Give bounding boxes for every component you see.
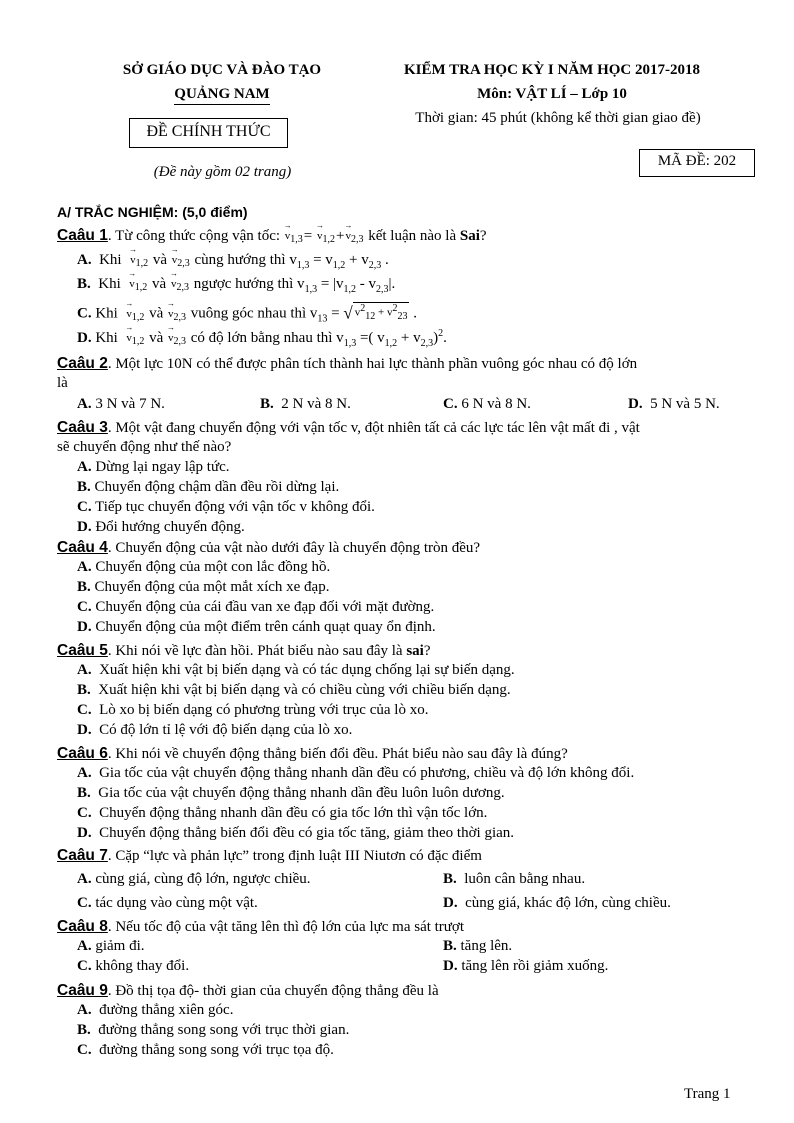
q7-option-b [443, 871, 585, 888]
option-letter: A. [77, 938, 92, 954]
question-2-cont: là [57, 375, 68, 391]
question-text: . Cặp “lực và phản lực” trong định luật III Niutơn có đặc điểm [107, 848, 482, 864]
option-letter: A. [77, 871, 92, 887]
q6-option-c [77, 805, 487, 822]
time-line: Thời gian: 45 phút (không kể thời gian giao đề) [415, 110, 701, 126]
option-letter: A. [77, 459, 92, 475]
option-letter: D. [77, 722, 92, 738]
q3-option-c [77, 499, 375, 516]
q1-option-c: C. Khi → $v_{1,2}$ và → $v_{2,3}$ vuông góc nhau thì $v_{13}$ = √ $v^2_{12} + v^2_{23}$ . [77, 302, 417, 325]
q9-option-c [77, 1042, 334, 1059]
option-letter: C. [77, 1042, 92, 1058]
q1-stem-end: ? [479, 228, 487, 244]
option-text: tăng lên rồi giảm xuống. [461, 958, 609, 974]
question-5: Caâu 5. Khi nói về lực đàn hồi. Phát biểu nào sau đây là sai? [57, 642, 431, 659]
option-letter: D. [77, 619, 92, 635]
page-number: Trang 1 [684, 1086, 731, 1102]
question-text: . Khi nói về lực đàn hồi. Phát biểu nào sau đây là [107, 643, 407, 659]
option-letter: C. [77, 305, 92, 322]
option-text: 6 N và 8 N. [461, 396, 531, 412]
option-letter: C. [77, 895, 92, 911]
option-letter: B. [443, 938, 457, 954]
q1-c-text: vuông góc nhau thì v [190, 305, 318, 322]
question-label: Caâu 6 [57, 745, 108, 762]
question-label: Caâu 5 [57, 642, 108, 659]
q2-option-b [260, 396, 351, 413]
option-text: tăng lên. [460, 938, 513, 954]
option-letter: D. [77, 330, 92, 346]
option-text: Xuất hiện khi vật bị biến dạng và có tác dụng chống lại sự biến dạng. [99, 662, 515, 678]
option-letter: A. [77, 662, 92, 678]
question-label: Caâu 4 [57, 539, 108, 556]
q1-stem-b: kết luận nào là [368, 228, 457, 244]
option-letter: A. [77, 559, 92, 575]
option-text: luôn cân bằng nhau. [464, 871, 586, 887]
question-text: . Nếu tốc độ của vật tăng lên thì độ lớn của lực ma sát trượt [107, 919, 465, 935]
option-text: Lò xo bị biến dạng có phương trùng với trục của lò xo. [99, 702, 429, 718]
option-text: Xuất hiện khi vật bị biến dạng và có chiều cùng với chiều biến dạng. [98, 682, 511, 698]
option-text: giảm đi. [95, 938, 145, 954]
question-label: Caâu 1 [57, 227, 108, 244]
option-letter: C. [77, 958, 92, 974]
official-label: ĐỀ CHÍNH THỨC [146, 123, 271, 140]
q5-bold: sai [406, 643, 424, 659]
q3-option-a [77, 459, 230, 476]
option-text: cùng giá, khác độ lớn, cùng chiều. [465, 895, 671, 911]
q5-option-d [77, 722, 352, 739]
option-letter: A. [77, 1002, 92, 1018]
question-4 [57, 539, 480, 557]
option-text: cùng giá, cùng độ lớn, ngược chiều. [95, 871, 311, 887]
question-1: Caâu 1. Từ công thức cộng vận tốc: → $v_{1,3}= \to v_{1,2}+\to v_{2,3}$ kết luận nào là Sai? [57, 227, 487, 245]
option-letter: C. [77, 499, 92, 515]
q5-option-b [77, 682, 511, 699]
province-name [92, 86, 352, 103]
q1-option-d: D. Khi → $v_{1,2}$ và → $v_{2,3}$ có độ lớn bằng nhau thì $v_{1,3}$ =( $v_{1,2} + v_{2,3})^2$. [77, 328, 447, 349]
question-8 [57, 918, 464, 936]
option-letter: C. [77, 702, 92, 718]
question-text: . Chuyển động của vật nào dưới đây là chuyển động tròn đều? [107, 540, 481, 556]
q7-option-d [443, 895, 671, 912]
pages-note: (Đề này gồm 02 trang) [153, 164, 292, 180]
q2-option-a [77, 396, 165, 413]
option-text: tác dụng vào cùng một vật. [95, 895, 258, 911]
option-letter: B. [443, 871, 457, 887]
q8-option-a [77, 938, 145, 955]
question-3-cont: sẽ chuyển động như thế nào? [57, 439, 232, 455]
question-3 [57, 419, 640, 437]
option-text: Đổi hướng chuyển động. [95, 519, 245, 535]
option-text: không thay đổi. [95, 958, 190, 974]
option-letter: B. [77, 276, 91, 292]
section-title: A/ TRẮC NGHIỆM: (5,0 điểm) [57, 204, 248, 220]
q4-option-a [77, 559, 330, 576]
option-letter: D. [443, 895, 458, 911]
option-text: 3 N và 7 N. [95, 396, 165, 412]
option-letter: C. [443, 396, 458, 412]
option-text: Gia tốc của vật chuyển động thẳng nhanh dần đều luôn luôn dương. [98, 785, 505, 801]
province-text: QUẢNG NAM [174, 86, 269, 105]
q1-option-b: B. Khi → $v_{1,2}$ và → $v_{2,3}$ ngược hướng thì $v_{1,3} = |v_{1,2} - v_{2,3}|$. [77, 276, 395, 295]
q1-a-text: cùng hướng thì v [194, 252, 297, 268]
option-letter: A. [77, 765, 92, 781]
option-text: Chuyển động của một mắt xích xe đạp. [94, 579, 330, 595]
q2-option-c [443, 396, 531, 413]
question-9 [57, 982, 439, 1000]
question-6 [57, 745, 568, 763]
option-text: Có độ lớn tỉ lệ với độ biến dạng của lò xo. [99, 722, 353, 738]
q3-option-b [77, 479, 339, 496]
q4-option-b [77, 579, 329, 596]
option-letter: C. [77, 805, 92, 821]
option-text: 2 N và 8 N. [281, 396, 351, 412]
option-letter: D. [443, 958, 458, 974]
option-text: Gia tốc của vật chuyển động thẳng nhanh dần đều có phương, chiều và độ lớn không đổi. [99, 765, 635, 781]
q1-stem: . Từ công thức cộng vận tốc: [107, 228, 281, 244]
option-text: Chuyển động thẳng biến đổi đều có gia tốc tăng, giảm theo thời gian. [99, 825, 515, 841]
q6-option-d [77, 825, 514, 842]
q4-option-d [77, 619, 436, 636]
option-letter: B. [77, 579, 91, 595]
question-2 [57, 355, 637, 373]
option-letter: D. [77, 825, 92, 841]
question-text: . Đồ thị tọa độ- thời gian của chuyển động thẳng đều là [107, 983, 439, 999]
question-label: Caâu 3 [57, 419, 108, 436]
option-letter: A. [77, 396, 92, 412]
q2-option-d [628, 396, 720, 413]
option-text: 5 N và 5 N. [650, 396, 720, 412]
q5-option-c [77, 702, 428, 719]
question-text: . Khi nói về chuyển động thẳng biến đổi đều. Phát biểu nào sau đây là đúng? [107, 746, 568, 762]
option-letter: B. [77, 1022, 91, 1038]
q8-option-c [77, 958, 189, 975]
question-text: . Một lực 10N có thể được phân tích thành hai lực thành phần vuông góc nhau có độ lớn [107, 356, 638, 372]
option-text: Chuyển động của một con lắc đồng hồ. [95, 559, 331, 575]
option-text: Dừng lại ngay lập tức. [95, 459, 230, 475]
option-text: đường thẳng xiên góc. [99, 1002, 234, 1018]
q1-d-text: có độ lớn bằng nhau thì v [190, 330, 344, 346]
q4-option-c [77, 599, 434, 616]
q5-option-a [77, 662, 515, 679]
exam-code: MÃ ĐỀ: 202 [657, 153, 737, 169]
option-letter: B. [77, 785, 91, 801]
q8-option-d [443, 958, 608, 975]
question-label: Caâu 8 [57, 918, 108, 935]
q1-b-text: ngược hướng thì v [193, 276, 305, 292]
question-label: Caâu 2 [57, 355, 108, 372]
question-text: . Một vật đang chuyển động với vận tốc v, đột nhiên tất cả các lực tác lên vật mất đi , vật [107, 420, 640, 436]
subject-line: Môn: VẬT LÍ – Lớp 10 [477, 86, 627, 102]
q7-option-c [77, 895, 258, 912]
question-label: Caâu 9 [57, 982, 108, 999]
q6-option-b [77, 785, 505, 802]
department-name: SỞ GIÁO DỤC VÀ ĐÀO TẠO [122, 62, 322, 78]
option-text: Chuyển động của cái đầu van xe đạp đối với mặt đường. [95, 599, 435, 615]
option-text: Tiếp tục chuyển động với vận tốc v không đổi. [95, 499, 375, 515]
option-letter: B. [260, 396, 274, 412]
option-letter: A. [77, 252, 92, 268]
option-text: đường thẳng song song với trục thời gian. [98, 1022, 350, 1038]
q9-option-b [77, 1022, 349, 1039]
option-letter: B. [77, 479, 91, 495]
question-label: Caâu 7 [57, 847, 108, 864]
option-text: Chuyển động chậm dần đều rồi dừng lại. [94, 479, 340, 495]
q6-option-a [77, 765, 634, 782]
option-letter: D. [628, 396, 643, 412]
option-letter: B. [77, 682, 91, 698]
q9-option-a [77, 1002, 233, 1019]
option-letter: C. [77, 599, 92, 615]
question-7 [57, 847, 482, 865]
q1-option-a: A. Khi → $v_{1,2}$ và → $v_{2,3}$ cùng hướng thì $v_{1,3} = v_{1,2} + v_{2,3}$ . [77, 252, 389, 271]
q3-option-d [77, 519, 245, 536]
q7-option-a [77, 871, 311, 888]
option-text: đường thẳng song song với trục tọa độ. [99, 1042, 334, 1058]
q8-option-b [443, 938, 512, 955]
q1-stem-bold: Sai [459, 228, 480, 244]
exam-title: KIỂM TRA HỌC KỲ I NĂM HỌC 2017-2018 [404, 62, 700, 78]
option-letter: D. [77, 519, 92, 535]
option-text: Chuyển động thẳng nhanh dần đều có gia tốc lớn thì vận tốc lớn. [99, 805, 488, 821]
option-text: Chuyển động của một điểm trên cánh quạt quay ổn định. [95, 619, 436, 635]
